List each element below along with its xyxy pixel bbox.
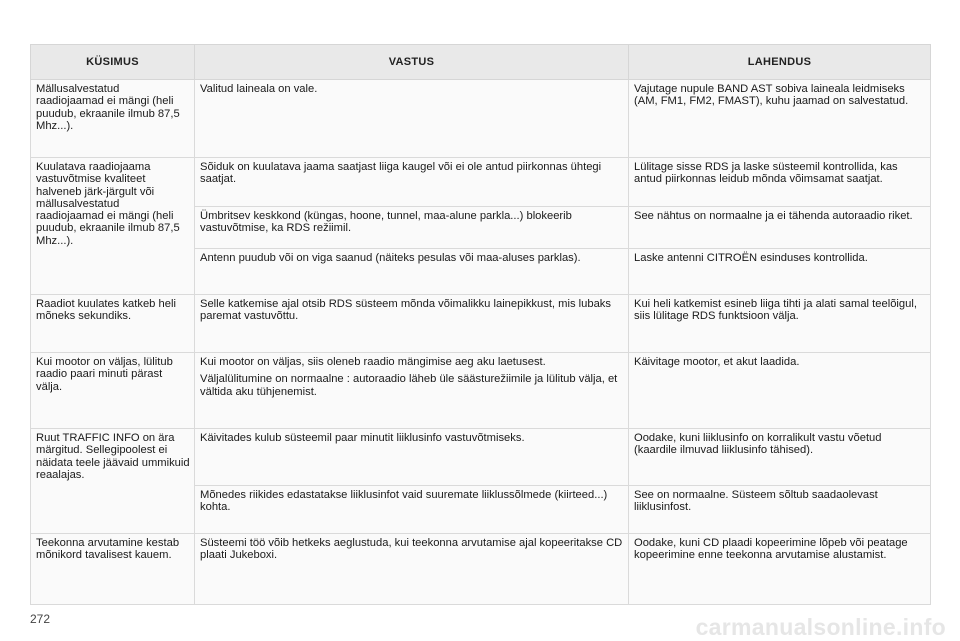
- solution-cell: See on normaalne. Süsteem sõltub saadaolevast liiklusinfost.: [629, 486, 931, 534]
- answer-cell: [195, 353, 629, 429]
- header-solution: LAHENDUS: [629, 45, 931, 80]
- table-body: [31, 80, 931, 605]
- table-row: [31, 295, 931, 353]
- answer-cell: [195, 158, 629, 207]
- solution-cell: Vajutage nupule BAND AST sobiva laineala leidmiseks (AM, FM1, FM2, FMAST), kuhu jaamad on salvestatud.: [629, 80, 931, 158]
- table-row: [31, 429, 931, 486]
- answer-paragraph: Selle katkemise ajal otsib RDS süsteem mõnda võimalikku lainepikkust, mis lubaks paremat vastuvõttu.: [200, 298, 611, 323]
- answer-paragraph: Antenn puudub või on viga saanud (näiteks pesulas või maa-aluses parklas).: [200, 252, 581, 264]
- answer-paragraph: Ümbritsev keskkond (küngas, hoone, tunnel, maa-alune parkla...) blokeerib vastuvõtmise, ka RDS režiimil.: [200, 210, 572, 235]
- solution-cell: Käivitage mootor, et akut laadida.: [629, 353, 931, 429]
- table-header-row: [31, 45, 931, 80]
- answer-cell: [195, 207, 629, 249]
- answer-cell: [195, 534, 629, 605]
- question-cell: Mällusalvestatud raadiojaamad ei mängi (heli puudub, ekraanile ilmub 87,5 Mhz...).: [31, 80, 195, 158]
- solution-cell: Lülitage sisse RDS ja laske süsteemil kontrollida, kas antud piirkonnas leidub mõnda võimsamat saatjat.: [629, 158, 931, 207]
- answer-paragraph: Sõiduk on kuulatava jaama saatjast liiga kaugel või ei ole antud piirkonnas ühtegi saatjat.: [200, 161, 602, 186]
- answer-paragraph: Käivitades kulub süsteemil paar minutit liiklusinfo vastuvõtmiseks.: [200, 432, 525, 444]
- faq-table: [30, 44, 931, 605]
- header-answer: VASTUS: [195, 45, 629, 80]
- answer-paragraph: Kui mootor on väljas, siis oleneb raadio mängimise aeg aku laetusest.: [200, 356, 546, 368]
- question-cell: Kui mootor on väljas, lülitub raadio paari minuti pärast välja.: [31, 353, 195, 429]
- answer-cell: [195, 486, 629, 534]
- answer-paragraph: Mõnedes riikides edastatakse liiklusinfot vaid suuremate liiklussõlmede (kiirteed...) kohta.: [200, 489, 608, 514]
- answer-paragraph: Väljalülitumine on normaalne : autoraadio läheb üle säästurežiimile ja lülitub välja, et vältida aku tühjenemist.: [200, 373, 618, 398]
- table-row: [31, 353, 931, 429]
- solution-cell: Laske antenni CITROËN esinduses kontrollida.: [629, 249, 931, 295]
- answer-paragraph: Süsteemi töö võib hetkeks aeglustuda, kui teekonna arvutamise ajal kopeeritakse CD plaati Jukeboxi.: [200, 537, 623, 562]
- question-cell: Ruut TRAFFIC INFO on ära märgitud. Sellegipoolest ei näidata teele jäävaid ummikuid reaalajas.: [31, 429, 195, 534]
- answer-paragraph: Valitud laineala on vale.: [200, 83, 318, 95]
- answer-cell: [195, 249, 629, 295]
- answer-cell: [195, 80, 629, 158]
- page-number: 272: [30, 612, 51, 626]
- solution-cell: Kui heli katkemist esineb liiga tihti ja alati samal teelõigul, siis lülitage RDS funktsioon välja.: [629, 295, 931, 353]
- question-cell: Raadiot kuulates katkeb heli mõneks sekundiks.: [31, 295, 195, 353]
- solution-cell: Oodake, kuni CD plaadi kopeerimine lõpeb või peatage kopeerimine enne teekonna arvutamise alustamist.: [629, 534, 931, 605]
- solution-cell: Oodake, kuni liiklusinfo on korralikult vastu võetud (kaardile ilmuvad liiklusinfo tähised).: [629, 429, 931, 486]
- answer-cell: [195, 295, 629, 353]
- question-cell: Kuulatava raadiojaama vastuvõtmise kvaliteet halveneb järk-järgult või mällusalvestatud raadiojaamad ei mängi (heli puudub, ekraanile ilmub 87,5 Mhz...).: [31, 158, 195, 295]
- solution-cell: See nähtus on normaalne ja ei tähenda autoraadio riket.: [629, 207, 931, 249]
- answer-cell: [195, 429, 629, 486]
- table-row: [31, 158, 931, 207]
- header-question: KÜSIMUS: [31, 45, 195, 80]
- watermark-text: carmanualsonline.info: [695, 614, 946, 640]
- table-row: [31, 80, 931, 158]
- question-cell: Teekonna arvutamine kestab mõnikord tavalisest kauem.: [31, 534, 195, 605]
- table-row: [31, 534, 931, 605]
